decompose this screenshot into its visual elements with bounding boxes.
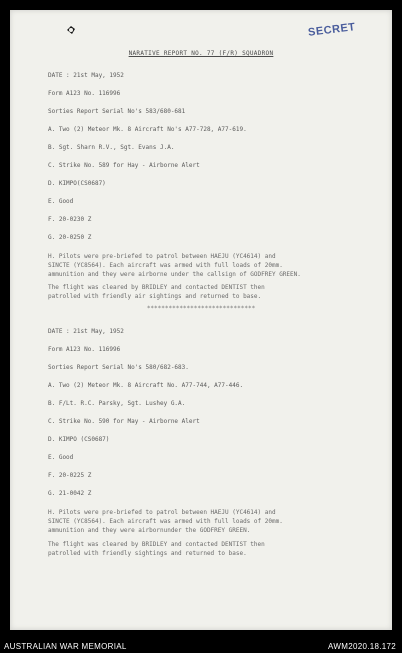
section-separator: ****************************** xyxy=(146,305,256,312)
report2-item-a: A. Two (2) Meteor Mk. 8 Aircraft No. A77-744, A77-446. xyxy=(48,382,244,389)
punch-hole-icon xyxy=(65,24,77,36)
report-title: NARATIVE REPORT NO. 77 (F/R) SQUADRON xyxy=(128,50,274,57)
report1-date: DATE : 21st May, 1952 xyxy=(48,72,124,79)
report1-item-a: A. Two (2) Meteor Mk. 8 Aircraft No's A77-728, A77-619. xyxy=(48,126,247,133)
report2-item-c: C. Strike No. 590 for May - Airborne Alert xyxy=(48,418,200,425)
report1-item-h: H. Pilots were pre-briefed to patrol between HAEJU (YC4614) and SINCTE (YC8564). Each aircraft was armed with full loads of 20mm. ammunition and they were airborne under the callsign of GODFREY GREEN. xyxy=(48,253,301,278)
report2-item-f: F. 20-0225 Z xyxy=(48,472,92,479)
report2-serial: Sorties Report Serial No's 580/682-683. xyxy=(48,364,189,371)
report2-item-d: D. KIMPO (CS0687) xyxy=(48,436,110,443)
report1-item-g: G. 20-0250 Z xyxy=(48,234,92,241)
document-page xyxy=(10,10,392,630)
report2-item-i: The flight was cleared by BRIDLEY and contacted DENTIST then patrolled with friendly sightings and returned to base. xyxy=(48,541,265,557)
report2-item-h: H. Pilots were pre-briefed to patrol between HAEJU (YC4614) and SINCTE (YC8564). Each aircraft was armed with full loads of 20mm. ammunition and they were airbornunder the GODFREY GREEN. xyxy=(48,509,283,534)
report2-item-e: E. Good xyxy=(48,454,74,461)
report1-item-c: C. Strike No. 589 for Hay - Airborne Alert xyxy=(48,162,200,169)
report2-item-g: G. 21-0042 Z xyxy=(48,490,92,497)
secret-stamp: SECRET xyxy=(307,21,357,39)
report1-item-i: The flight was cleared by BRIDLEY and contacted DENTIST then patrolled with friendly air sightings and returned to base. xyxy=(48,284,265,300)
report1-item-e: E. Good xyxy=(48,198,74,205)
report2-item-b: B. F/Lt. R.C. Parsky, Sgt. Lushey G.A. xyxy=(48,400,186,407)
footer-institution: AUSTRALIAN WAR MEMORIAL xyxy=(4,642,127,651)
footer-accession-number: AWM2020.18.172 xyxy=(328,642,396,651)
report1-serial: Sorties Report Serial No's 583/680-681 xyxy=(48,108,186,115)
report1-item-d: D. KIMPO(CS0687) xyxy=(48,180,106,187)
report1-item-b: B. Sgt. Sharn R.V., Sgt. Evans J.A. xyxy=(48,144,175,151)
report1-item-f: F. 20-0230 Z xyxy=(48,216,92,223)
report2-date: DATE : 21st May, 1952 xyxy=(48,328,124,335)
report1-form: Form A123 No. 116996 xyxy=(48,90,121,97)
report2-form: Form A123 No. 116996 xyxy=(48,346,121,353)
